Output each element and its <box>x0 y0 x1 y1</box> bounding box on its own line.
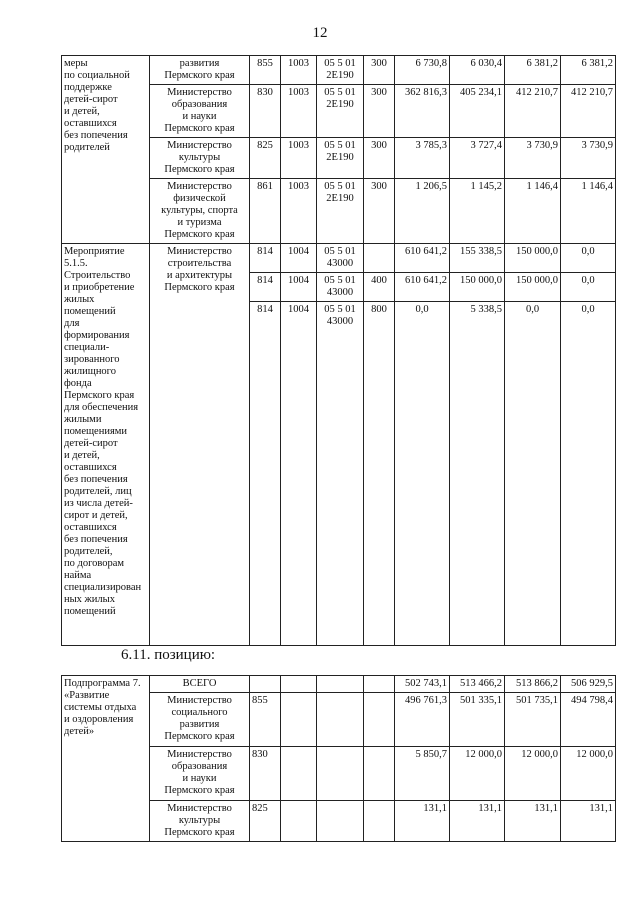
value-year-4: 506 929,5 <box>561 676 616 693</box>
executor: развития Пермского края <box>150 56 250 85</box>
value-year-1: 0,0 <box>395 302 450 646</box>
budget-table-1 <box>61 55 616 646</box>
grbs-code: 861 <box>250 179 281 244</box>
value-year-1: 1 206,5 <box>395 179 450 244</box>
value-year-2: 5 338,5 <box>450 302 505 646</box>
value-year-2: 131,1 <box>450 801 505 842</box>
value-year-3: 1 146,4 <box>505 179 561 244</box>
value-year-4: 3 730,9 <box>561 138 616 179</box>
value-year-2: 155 338,5 <box>450 244 505 273</box>
section-code: 1004 <box>281 244 317 273</box>
value-year-3: 150 000,0 <box>505 273 561 302</box>
value-year-2: 501 335,1 <box>450 693 505 747</box>
csr-code: 05 5 01 2Е190 <box>317 138 364 179</box>
csr-code: 05 5 01 43000 <box>317 302 364 646</box>
value-year-2: 1 145,2 <box>450 179 505 244</box>
csr-code: 05 5 01 43000 <box>317 273 364 302</box>
value-year-3: 412 210,7 <box>505 85 561 138</box>
executor: ВСЕГО <box>150 676 250 693</box>
vr-code <box>364 244 395 273</box>
value-year-2: 6 030,4 <box>450 56 505 85</box>
grbs-code: 855 <box>250 693 281 747</box>
value-year-3: 501 735,1 <box>505 693 561 747</box>
vr-code: 300 <box>364 85 395 138</box>
value-year-1: 610 641,2 <box>395 244 450 273</box>
page-number: 12 <box>312 25 328 41</box>
executor: Министерство культуры Пермского края <box>150 801 250 842</box>
value-year-1: 502 743,1 <box>395 676 450 693</box>
value-year-4: 0,0 <box>561 244 616 273</box>
section-code: 1003 <box>281 179 317 244</box>
value-year-1: 3 785,3 <box>395 138 450 179</box>
value-year-4: 12 000,0 <box>561 747 616 801</box>
value-year-1: 6 730,8 <box>395 56 450 85</box>
value-year-2: 150 000,0 <box>450 273 505 302</box>
value-year-1: 362 816,3 <box>395 85 450 138</box>
value-year-3: 12 000,0 <box>505 747 561 801</box>
value-year-3: 3 730,9 <box>505 138 561 179</box>
section-code: 1003 <box>281 56 317 85</box>
value-year-2: 3 727,4 <box>450 138 505 179</box>
budget-table-2 <box>61 675 616 842</box>
value-year-2: 12 000,0 <box>450 747 505 801</box>
vr-code: 300 <box>364 56 395 85</box>
executor: Министерство образования и науки Пермского края <box>150 747 250 801</box>
value-year-1: 496 761,3 <box>395 693 450 747</box>
grbs-code: 855 <box>250 56 281 85</box>
table-row <box>62 244 616 273</box>
grbs-code: 825 <box>250 138 281 179</box>
value-year-4: 131,1 <box>561 801 616 842</box>
measure-title: Мероприятие 5.1.5. Строительство и приобретение жилых помещений для формирования специали- зированного жилищного фонда Пермского края для обеспечения жилыми помещениями детей-сирот и детей, оставшихся без попечения родителей, лиц из числа детей- сирот и детей, оставшихся без попечения родителей, по договорам найма специализирован ных жилых помещений <box>62 244 150 646</box>
csr-code: 05 5 01 2Е190 <box>317 56 364 85</box>
value-year-4: 1 146,4 <box>561 179 616 244</box>
csr-code: 05 5 01 43000 <box>317 244 364 273</box>
grbs-code: 830 <box>250 85 281 138</box>
vr-code: 300 <box>364 179 395 244</box>
value-year-2: 405 234,1 <box>450 85 505 138</box>
value-year-3: 513 866,2 <box>505 676 561 693</box>
value-year-4: 412 210,7 <box>561 85 616 138</box>
value-year-3: 6 381,2 <box>505 56 561 85</box>
value-year-1: 131,1 <box>395 801 450 842</box>
value-year-4: 0,0 <box>561 273 616 302</box>
grbs-code: 830 <box>250 747 281 801</box>
executor: Министерство культуры Пермского края <box>150 138 250 179</box>
measure-title: меры по социальной поддержке детей-сирот и детей, оставшихся без попечения родителей <box>62 56 150 244</box>
value-year-1: 5 850,7 <box>395 747 450 801</box>
section-code: 1004 <box>281 273 317 302</box>
section-heading: 6.11. позицию: <box>121 647 216 663</box>
value-year-3: 0,0 <box>505 302 561 646</box>
grbs-code: 814 <box>250 302 281 646</box>
vr-code: 400 <box>364 273 395 302</box>
grbs-code: 814 <box>250 273 281 302</box>
table-row <box>62 676 616 693</box>
executor: Министерство образования и науки Пермского края <box>150 85 250 138</box>
section-code: 1004 <box>281 302 317 646</box>
vr-code: 300 <box>364 138 395 179</box>
value-year-1: 610 641,2 <box>395 273 450 302</box>
grbs-code: 814 <box>250 244 281 273</box>
grbs-code: 825 <box>250 801 281 842</box>
value-year-4: 6 381,2 <box>561 56 616 85</box>
section-code: 1003 <box>281 85 317 138</box>
value-year-4: 0,0 <box>561 302 616 646</box>
grbs-code <box>250 676 281 693</box>
csr-code: 05 5 01 2Е190 <box>317 179 364 244</box>
section-code: 1003 <box>281 138 317 179</box>
value-year-3: 150 000,0 <box>505 244 561 273</box>
csr-code: 05 5 01 2Е190 <box>317 85 364 138</box>
executor: Министерство физической культуры, спорта и туризма Пермского края <box>150 179 250 244</box>
value-year-4: 494 798,4 <box>561 693 616 747</box>
value-year-2: 513 466,2 <box>450 676 505 693</box>
subprogram-title: Подпрограмма 7. «Развитие системы отдыха и оздоровления детей» <box>62 676 150 842</box>
value-year-3: 131,1 <box>505 801 561 842</box>
executor: Министерство социального развития Пермского края <box>150 693 250 747</box>
executor: Министерство строительства и архитектуры Пермского края <box>150 244 250 646</box>
vr-code: 800 <box>364 302 395 646</box>
table-row <box>62 56 616 85</box>
